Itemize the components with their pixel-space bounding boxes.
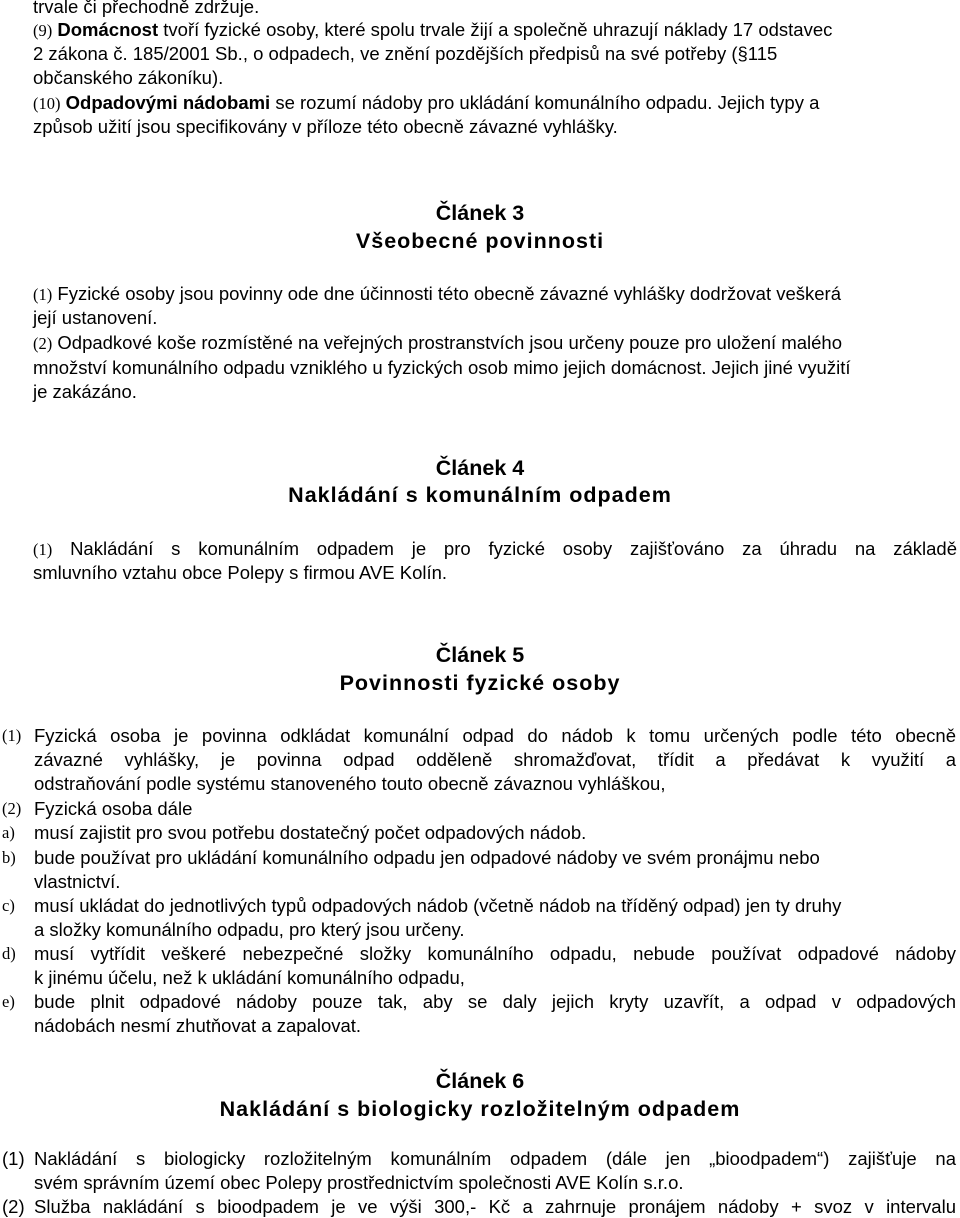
article-6-paragraph-2-line-1: Služba nakládání s bioodpadem je ve výši 300,- Kč a zahrnuje pronájem nádoby + svoz v intervalu: [34, 1196, 956, 1217]
article-3-paragraph-2-line-1: [33, 332, 842, 355]
article-6-title: Nakládání s biologicky rozložitelným odpadem: [219, 1097, 741, 1121]
list-item-text: a složky komunálního odpadu, pro který jsou určeny.: [34, 919, 465, 940]
list-item-marker: a): [2, 823, 15, 842]
paragraph-text: Odpadkové koše rozmístěné na veřejných prostranstvích jsou určeny pouze pro uložení malého: [57, 332, 843, 353]
article-5-paragraph-2-number: (2): [2, 799, 22, 818]
paragraph-text: Nakládání s komunálním odpadem je pro fyzické osoby zajišťováno za úhradu na základě: [70, 538, 958, 559]
list-item-marker: d): [2, 944, 16, 963]
intro-line: trvale či přechodně zdržuje.: [33, 0, 260, 17]
article-5-paragraph-1-line-3: odstraňování podle systému stanoveného touto obecně závaznou vyhláškou,: [34, 773, 666, 794]
term-odpadove-nadoby: Odpadovými nádobami: [65, 92, 271, 113]
article-4-paragraph-1-line-2: smluvního vztahu obce Polepy s firmou AVE Kolín.: [33, 562, 448, 583]
article-3-paragraph-2-line-2: množství komunálního odpadu vzniklého u fyzických osob mimo jejich domácnost. Jejich jiné využití: [33, 357, 851, 378]
article-6-paragraph-1-line-1: Nakládání s biologicky rozložitelným komunálním odpadem (dále jen „bioodpadem“) zajišťuje na: [34, 1148, 956, 1169]
term-domacnost: Domácnost: [57, 19, 159, 40]
paragraph-text: tvoří fyzické osoby, které spolu trvale žijí a společně uhrazují náklady 17 odstavec: [158, 19, 833, 40]
paragraph-10-line-2: způsob užití jsou specifikovány v příloze této obecně závazné vyhlášky.: [33, 116, 618, 137]
list-item-text: vlastnictví.: [34, 871, 121, 892]
list-item-text: musí vytřídit veškeré nebezpečné složky komunálního odpadu, nebude používat odpadové nádoby: [34, 943, 956, 964]
paragraph-9-line-1: [33, 19, 832, 42]
list-item-text: nádobách nesmí zhutňovat a zapalovat.: [34, 1015, 362, 1036]
article-3-heading: Článek 3: [435, 201, 525, 225]
article-3-title: Všeobecné povinnosti: [355, 229, 605, 253]
list-item-marker: e): [2, 992, 15, 1011]
article-5-paragraph-1-line-1: Fyzická osoba je povinna odkládat komunální odpad do nádob k tomu určených podle této obecně: [34, 725, 956, 746]
list-item-marker: b): [2, 848, 16, 867]
article-3-paragraph-1-line-1: [33, 283, 841, 306]
list-item-marker: c): [2, 896, 15, 915]
list-item-text: k jinému účelu, než k ukládání komunálního odpadu,: [34, 967, 465, 988]
paragraph-9-line-3: občanského zákoníku).: [33, 67, 224, 88]
article-5-title: Povinnosti fyzické osoby: [339, 671, 621, 695]
paragraph-number: (1): [33, 540, 53, 559]
article-5-paragraph-1-number: (1): [2, 726, 22, 745]
article-5-paragraph-1-line-2: závazné vyhlášky, je povinna odpad odděleně shromažďovat, třídit a předávat k využití a: [34, 749, 956, 770]
list-item-text: musí zajistit pro svou potřebu dostatečný počet odpadových nádob.: [34, 822, 587, 843]
list-item-text: bude plnit odpadové nádoby pouze tak, aby se daly jejich kryty uzavřít, a odpad v odpadových: [34, 991, 956, 1012]
paragraph-text: se rozumí nádoby pro ukládání komunálního odpadu. Jejich typy a: [270, 92, 820, 113]
article-3-paragraph-2-line-3: je zakázáno.: [33, 381, 137, 402]
article-6-paragraph-1-line-2: svém správním území obec Polepy prostřednictvím společnosti AVE Kolín s.r.o.: [34, 1172, 684, 1193]
article-3-paragraph-1-line-2: její ustanovení.: [33, 307, 158, 328]
paragraph-number: (10): [33, 94, 61, 113]
paragraph-number: (2): [33, 334, 53, 353]
article-5-heading: Článek 5: [435, 643, 525, 667]
paragraph-text: Fyzické osoby jsou povinny ode dne účinnosti této obecně závazné vyhlášky dodržovat veškerá: [57, 283, 842, 304]
article-5-paragraph-2-line-1: Fyzická osoba dále: [34, 798, 193, 819]
article-4-heading: Článek 4: [435, 456, 525, 480]
list-item-text: musí ukládat do jednotlivých typů odpadových nádob (včetně nádob na tříděný odpad) jen ty druhy: [34, 895, 842, 916]
article-6-paragraph-1-number: (1): [2, 1148, 25, 1169]
article-6-paragraph-2-number: (2): [2, 1196, 25, 1217]
paragraph-10-line-1: [33, 92, 819, 115]
paragraph-number: (1): [33, 285, 53, 304]
paragraph-9-line-2: 2 zákona č. 185/2001 Sb., o odpadech, ve znění pozdějších předpisů na své potřeby (§115: [33, 43, 778, 64]
article-4-paragraph-1-line-1: [33, 538, 957, 561]
article-6-heading: Článek 6: [435, 1069, 525, 1093]
paragraph-number: (9): [33, 21, 53, 40]
article-4-title: Nakládání s komunálním odpadem: [288, 483, 672, 507]
list-item-text: bude používat pro ukládání komunálního odpadu jen odpadové nádoby ve svém pronájmu nebo: [34, 847, 820, 868]
